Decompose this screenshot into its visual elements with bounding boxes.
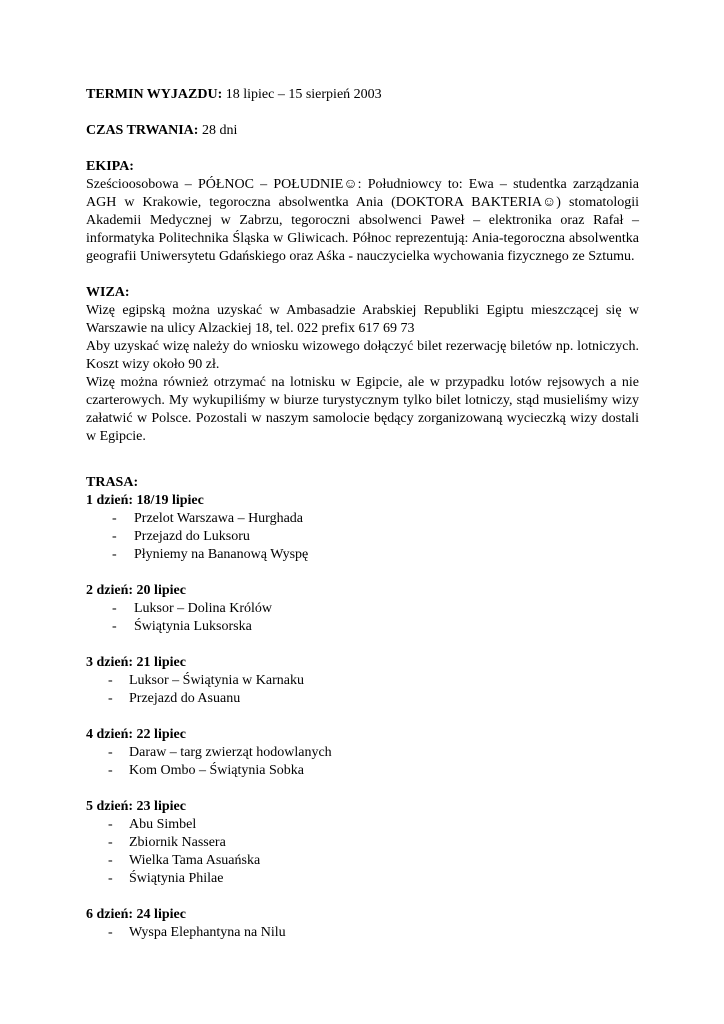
list-item: - Luksor – Dolina Królów: [112, 601, 273, 616]
czas-label: CZAS TRWANIA:: [86, 123, 199, 138]
list-item: - Zbiornik Nassera: [108, 835, 226, 850]
list-item: - Wyspa Elephantyna na Nilu: [108, 925, 286, 940]
ekipa-text: Sześcioosobowa – PÓŁNOC – POŁUDNIE☺: Południowcy to: Ewa – studentka zarządzania AGH w Krakowie, tegoroczna absolwentka Ania (DOKTORA BAKTERIA☺) stomatologii Akademii Medycznej w Zabrzu, tegoroczni absolwenci Paweł – elektronika oraz Rafał – informatyka Politechnika Śląska w Gliwicach. Północ reprezentują: Ania-tegoroczna absolwentka geografii Uniwersytetu Gdańskiego oraz Aśka - nauczycielka wychowania fizycznego ze Sztumu.: [86, 177, 639, 264]
list-item: - Luksor – Świątynia w Karnaku: [108, 673, 304, 688]
list-item: - Abu Simbel: [108, 817, 197, 832]
day-items: [86, 816, 639, 888]
day-title: 5 dzień: 23 lipiec: [86, 799, 186, 814]
list-item: - Kom Ombo – Świątynia Sobka: [108, 763, 304, 778]
list-item: - Przejazd do Luksoru: [112, 529, 250, 544]
list-item: - Świątynia Philae: [108, 871, 224, 886]
list-item: - Płyniemy na Bananową Wyspę: [112, 547, 309, 562]
list-item: - Wielka Tama Asuańska: [108, 853, 261, 868]
day-items: [86, 924, 639, 942]
ekipa-heading: EKIPA:: [86, 159, 134, 174]
list-item: - Daraw – targ zwierząt hodowlanych: [108, 745, 332, 760]
wiza-heading: WIZA:: [86, 285, 130, 300]
day-items: [86, 600, 639, 636]
day-items: [86, 672, 639, 708]
wiza-paragraph-1: Wizę egipską można uzyskać w Ambasadzie Arabskiej Republiki Egiptu mieszczącej się w Warszawie na ulicy Alzackiej 18, tel. 022 prefix 617 69 73: [86, 303, 639, 336]
list-item: - Przejazd do Asuanu: [108, 691, 241, 706]
day-title: 3 dzień: 21 lipiec: [86, 655, 186, 670]
wiza-paragraph-3: Wizę można również otrzymać na lotnisku w Egipcie, ale w przypadku lotów rejsowych a nie czarterowych. My wykupiliśmy w biurze turystycznym tylko bilet lotniczy, stąd musieliśmy wizy załatwić w Polsce. Pozostali w naszym samolocie będący zorganizowaną wycieczką wizy dostali w Egipcie.: [86, 375, 639, 444]
trasa-heading: TRASA:: [86, 475, 139, 490]
day-title: 4 dzień: 22 lipiec: [86, 727, 186, 742]
day-title: 2 dzień: 20 lipiec: [86, 583, 186, 598]
czas-line: [86, 122, 639, 140]
day-title: 6 dzień: 24 lipiec: [86, 907, 186, 922]
day-items: [86, 744, 639, 780]
czas-value: 28 dni: [198, 123, 238, 138]
list-item: - Przelot Warszawa – Hurghada: [112, 511, 304, 526]
termin-line: [86, 86, 639, 104]
list-item: - Świątynia Luksorska: [112, 619, 252, 634]
day-title: 1 dzień: 18/19 lipiec: [86, 493, 204, 508]
document-page: [86, 86, 639, 942]
wiza-paragraph-2: Aby uzyskać wizę należy do wniosku wizowego dołączyć bilet rezerwację biletów np. lotniczych. Koszt wizy około 90 zł.: [86, 339, 639, 372]
termin-label: TERMIN WYJAZDU:: [86, 87, 223, 102]
day-items: [86, 510, 639, 564]
termin-value: 18 lipiec – 15 sierpień 2003: [222, 87, 382, 102]
